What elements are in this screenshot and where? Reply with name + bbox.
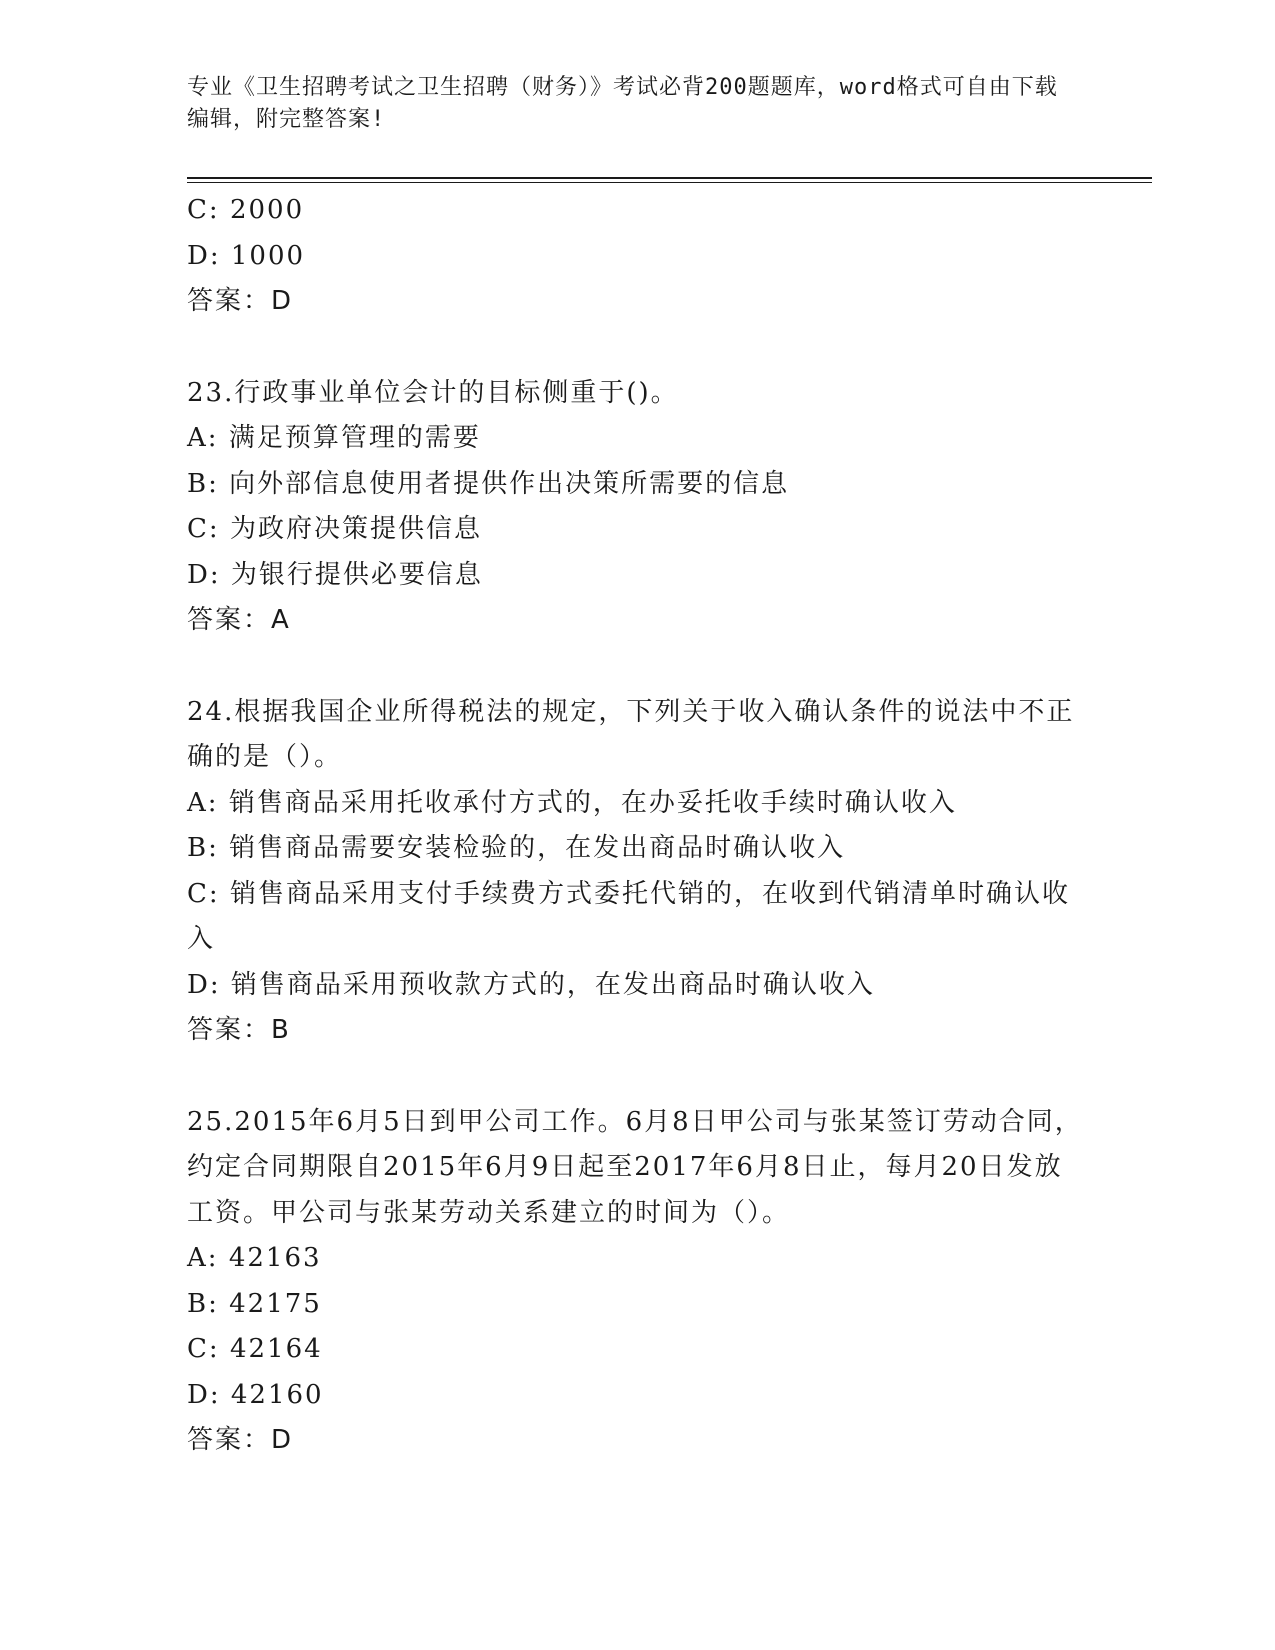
option-c: C: 2000 (187, 195, 305, 225)
option-d: D: 42160 (187, 1379, 324, 1410)
question-content (187, 188, 1087, 1464)
question-24 (187, 690, 1087, 1054)
document-header: 专业《卫生招聘考试之卫生招聘（财务）》考试必背200题题库，word格式可自由下载编辑，附完整答案! (187, 75, 1058, 132)
answer-line: 答案：D (187, 286, 294, 316)
option-b: B: 销售商品需要安装检验的，在发出商品时确认收入 (187, 833, 846, 863)
option-c: C: 销售商品采用支付手续费方式委托代销的，在收到代销清单时确认收入 (187, 878, 1070, 954)
option-d: D: 为银行提供必要信息 (187, 559, 483, 590)
option-a: A: 销售商品采用托收承付方式的，在办妥托收手续时确认收入 (187, 787, 957, 818)
option-d: D: 1000 (187, 240, 306, 271)
header-divider-thin (187, 182, 1152, 183)
question-stem: 25.2015年6月5日到甲公司工作。6月8日甲公司与张某签订劳动合同，约定合同期限自2015年6月9日起至2017年6月8日止，每月20日发放工资。甲公司与张某劳动关系建立的时间为（）。 (187, 1106, 1083, 1228)
option-c: C: 为政府决策提供信息 (187, 514, 482, 544)
continued-question (187, 188, 1087, 325)
option-d: D: 销售商品采用预收款方式的，在发出商品时确认收入 (187, 969, 875, 1000)
option-b: B: 42175 (187, 1288, 322, 1319)
answer-line: 答案：A (187, 605, 291, 635)
question-stem: 23.行政事业单位会计的目标侧重于()。 (187, 377, 679, 408)
option-a: A: 42163 (187, 1243, 322, 1273)
answer-line: 答案：D (187, 1425, 294, 1455)
option-c: C: 42164 (187, 1334, 323, 1364)
question-23 (187, 371, 1087, 644)
option-a: A: 满足预算管理的需要 (187, 423, 481, 453)
header-divider-thick (187, 177, 1152, 179)
question-25 (187, 1100, 1087, 1464)
answer-line: 答案：B (187, 1015, 291, 1045)
option-b: B: 向外部信息使用者提供作出决策所需要的信息 (187, 468, 790, 499)
question-stem: 24.根据我国企业所得税法的规定，下列关于收入确认条件的说法中不正确的是（）。 (187, 696, 1075, 772)
